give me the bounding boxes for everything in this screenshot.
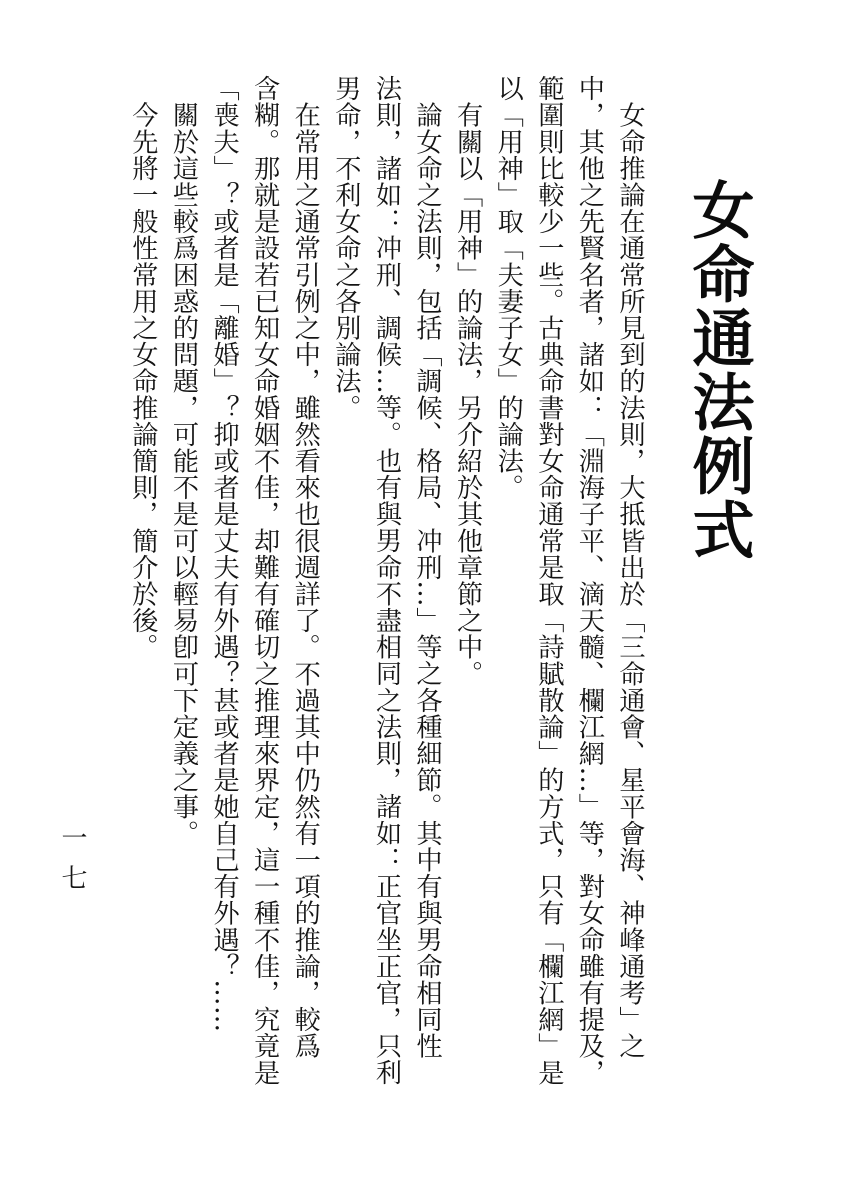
text-column: 法則，諸如：冲刑、調候…等。也有與男命不盡相同之法則，諸如：正官坐正官，只利 xyxy=(371,75,402,1086)
text-column: 中，其他之先賢名者，諸如：「淵海子平、滴天髓、欄江網…」等，對女命雖有提及， xyxy=(574,75,605,1086)
text-column: 女命推論在通常所見到的法則，大抵皆出於「三命通會、星平會海、神峰通考」之 xyxy=(615,75,645,1060)
text-column: 「喪夫」？或者是「離婚」？抑或者是丈夫有外遇？甚或者是她自己有外遇？…… xyxy=(209,75,240,1033)
text-column: 含糊。那就是設若已知女命婚姻不佳，却難有確切之推理來界定，這一種不佳，究竟是 xyxy=(249,75,280,1086)
text-column: 在常用之通常引例之中，雖然看來也很週詳了。不過其中仍然有一項的推論，較爲 xyxy=(290,75,321,1060)
text-column: 有關以「用神」的論法，另介紹於其他章節之中。 xyxy=(452,75,483,687)
text-column: 關於這些較爲困惑的問題，可能不是可以輕易卽可下定義之事。 xyxy=(168,75,199,847)
text-column: 範圍則比較少一些。古典命書對女命通常是取「詩賦散論」的方式，只有「欄江網」是 xyxy=(533,75,564,1086)
text-column: 以「用神」取「夫妻子女」的論法。 xyxy=(493,75,524,501)
text-column: 男命，不利女命之各別論法。 xyxy=(330,75,361,421)
page-number: 一七 xyxy=(57,824,87,904)
text-column: 今先將一般性常用之女命推論簡則，簡介於後。 xyxy=(127,75,158,661)
body-text xyxy=(122,75,650,1140)
chapter-title: 女命通法例式 xyxy=(682,178,755,562)
text-column: 論女命之法則，包括「調候、格局、冲刑…」等之各種細節。其中有與男命相同性 xyxy=(412,75,443,1060)
